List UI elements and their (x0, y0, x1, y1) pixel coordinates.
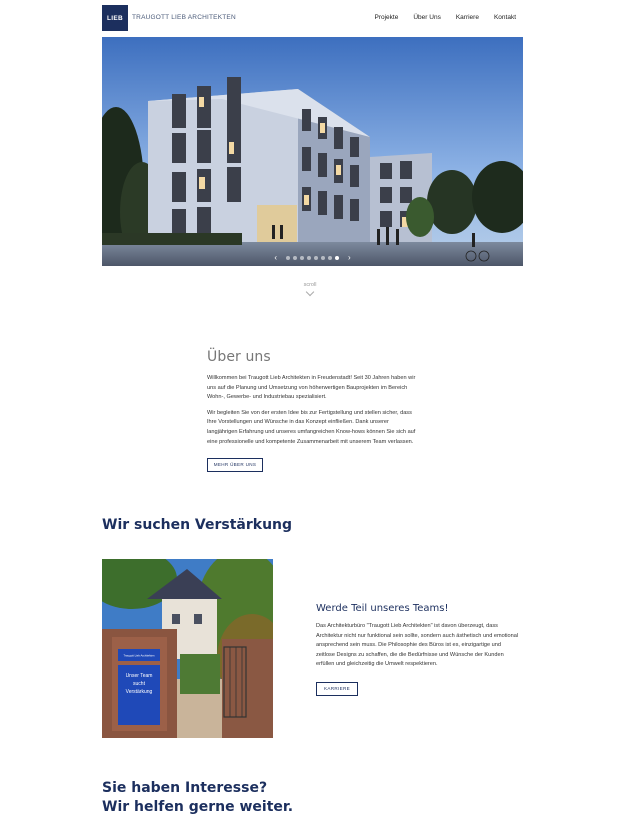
contact-cta-line-2: Wir helfen gerne weiter. (102, 799, 294, 816)
sign-top-text: Traugott Lieb Architekten (123, 653, 155, 658)
career-button[interactable]: KARRIERE (316, 682, 358, 696)
nav-item-karriere[interactable]: Karriere (455, 14, 479, 21)
slider-dot[interactable] (328, 256, 332, 260)
slider-dot[interactable] (286, 256, 290, 260)
hero-image (102, 37, 523, 266)
contact-cta-title (102, 779, 293, 817)
logo-mark[interactable]: LIEB (102, 5, 128, 31)
team-block (316, 603, 520, 696)
about-title: Über uns (207, 349, 271, 365)
slider-dot[interactable] (314, 256, 318, 260)
sign-line-1: Unser Team (125, 673, 153, 679)
sign-line-3: Verstärkung (125, 689, 153, 695)
nav-item-projekte[interactable]: Projekte (374, 14, 399, 21)
about-paragraph-1: Willkommen bei Traugott Lieb Architekten in Freudenstadt! Seit 30 Jahren haben wir uns auf die Planung und Umsetzung von höherwertigen Bauprojekten im Bereich Wohn-, Gewerbe- und Industriebau spezialisiert. (207, 375, 416, 401)
slider-dot[interactable] (300, 256, 304, 260)
scroll-label: scroll (303, 282, 317, 288)
chevron-right-icon[interactable]: › (348, 253, 351, 262)
about-paragraph-2: Wir begleiten Sie von der ersten Idee bis zur Fertigstellung und stellen sicher, dass Ihre Vorstellungen und Wünsche in das Konzept einfließen. Dank unserer langjährigen Erfahrung und unseres umfangreichen Know-hows können Sie sich auf eine professionelle und kompetente Zusammenarbeit mit unserem Team verlassen. (207, 409, 416, 445)
hero-slider[interactable] (102, 37, 523, 266)
about-section (207, 349, 417, 472)
team-text: Das Architekturbüro "Traugott Lieb Architekten" ist davon überzeugt, dass Architektur nicht nur funktional sein sollte, sondern auch ästhetisch und emotional ansprechend sein muss. Die Philosophie des Büros ist es, einzigartige und zeitlose Designs zu schaffen, die die Bedürfnisse und Wünsche der Kunden erfüllen und gleichzeitig die Umwelt respektieren. (316, 623, 519, 668)
main-nav (360, 14, 517, 21)
recruit-image (102, 559, 273, 738)
slider-dot[interactable] (321, 256, 325, 260)
slider-dot-active[interactable] (335, 256, 339, 260)
recruit-section-title: Wir suchen Verstärkung (102, 517, 293, 533)
more-about-button[interactable]: MEHR ÜBER UNS (207, 458, 263, 472)
recruit-photo (102, 559, 273, 738)
scroll-hint[interactable] (290, 282, 330, 295)
logo-text[interactable]: TRAUGOTT LIEB ARCHITEKTEN (132, 14, 236, 21)
slider-dot[interactable] (293, 256, 297, 260)
sign-line-2: sucht (133, 681, 145, 687)
slider-dot[interactable] (307, 256, 311, 260)
contact-cta-line-1: Sie haben Interesse? (102, 780, 268, 796)
chevron-left-icon[interactable]: ‹ (274, 253, 277, 262)
nav-item-kontakt[interactable]: Kontakt (493, 14, 516, 21)
slider-controls (102, 254, 523, 262)
site-header (0, 0, 620, 36)
nav-item-ueber-uns[interactable]: Über Uns (413, 14, 441, 21)
team-heading: Werde Teil unseres Teams! (316, 603, 449, 614)
chevron-down-icon (306, 288, 314, 296)
